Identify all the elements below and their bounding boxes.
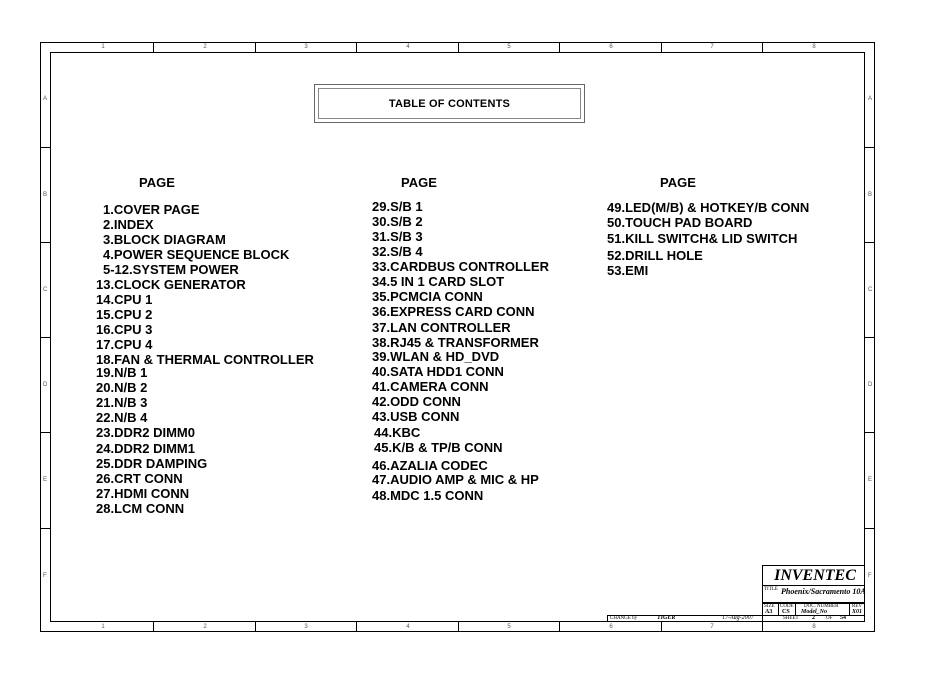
title-label: TITLE (764, 587, 778, 592)
drawing-title: Phoenix/Sacramento 10A (781, 587, 866, 596)
zone-divider (458, 622, 459, 632)
toc-item: 29.S/B 1 (372, 199, 423, 214)
zone-divider (356, 42, 357, 52)
zone-divider (40, 528, 50, 529)
zone-divider (559, 622, 560, 632)
sheet-value: 2 (812, 615, 815, 621)
of-label: OF (826, 616, 833, 621)
toc-item: 50.TOUCH PAD BOARD (607, 215, 753, 230)
zone-letter: F (868, 573, 872, 579)
toc-item: 44.KBC (374, 425, 421, 440)
zone-number: 2 (203, 44, 207, 50)
zone-divider (559, 42, 560, 52)
zone-number: 2 (203, 624, 207, 630)
toc-item: 26.CRT CONN (96, 471, 183, 486)
zone-number: 3 (304, 624, 308, 630)
toc-item: 18.FAN & THERMAL CONTROLLER (96, 352, 314, 367)
toc-title-box (314, 84, 585, 123)
toc-item: 23.DDR2 DIMM0 (96, 425, 195, 440)
zone-divider (865, 147, 875, 148)
toc-item: 49.LED(M/B) & HOTKEY/B CONN (607, 200, 810, 215)
zone-letter: D (868, 382, 873, 388)
zone-divider (40, 242, 50, 243)
toc-item: 34.5 IN 1 CARD SLOT (372, 274, 505, 289)
zone-divider (458, 42, 459, 52)
toc-item: 36.EXPRESS CARD CONN (372, 304, 535, 319)
zone-letter: E (43, 477, 48, 483)
code-value: CS (782, 609, 790, 615)
zone-divider (865, 242, 875, 243)
toc-item: 51.KILL SWITCH& LID SWITCH (607, 231, 798, 246)
zone-letter: D (43, 382, 48, 388)
toc-item: 17.CPU 4 (96, 337, 153, 352)
zone-divider (762, 622, 763, 632)
toc-item: 37.LAN CONTROLLER (372, 320, 511, 335)
zone-divider (40, 432, 50, 433)
zone-number: 5 (507, 624, 511, 630)
zone-number: 7 (710, 44, 714, 50)
column-heading: PAGE (401, 175, 437, 190)
toc-item: 47.AUDIO AMP & MIC & HP (372, 472, 539, 487)
toc-item: 32.S/B 4 (372, 244, 423, 259)
zone-number: 3 (304, 44, 308, 50)
zone-number: 1 (101, 44, 105, 50)
toc-item: 31.S/B 3 (372, 229, 423, 244)
cell-divider (849, 603, 850, 615)
zone-number: 5 (507, 44, 511, 50)
zone-divider (356, 622, 357, 632)
toc-item: 42.ODD CONN (372, 394, 461, 409)
toc-item: 19.N/B 1 (96, 365, 148, 380)
toc-title-inner-box (318, 88, 581, 119)
toc-item: 15.CPU 2 (96, 307, 153, 322)
toc-item: 28.LCM CONN (96, 501, 185, 516)
toc-item: 45.K/B & TP/B CONN (374, 440, 503, 455)
toc-item: 16.CPU 3 (96, 322, 153, 337)
zone-number: 7 (710, 624, 714, 630)
toc-item: 52.DRILL HOLE (607, 248, 703, 263)
zone-divider (153, 42, 154, 52)
rev-label: REV (852, 604, 862, 609)
zone-number: 6 (609, 624, 613, 630)
code-label: CODE (780, 604, 794, 609)
toc-item: 21.N/B 3 (96, 395, 148, 410)
toc-item: 43.USB CONN (372, 409, 460, 424)
zone-divider (40, 147, 50, 148)
column-heading: PAGE (139, 175, 175, 190)
zone-divider (661, 42, 662, 52)
toc-item: 53.EMI (607, 263, 649, 278)
zone-divider (762, 42, 763, 52)
toc-item: 30.S/B 2 (372, 214, 423, 229)
zone-letter: B (868, 192, 873, 198)
toc-item: 24.DDR2 DIMM1 (96, 441, 195, 456)
toc-item: 39.WLAN & HD_DVD (372, 349, 500, 364)
toc-item: 22.N/B 4 (96, 410, 148, 425)
zone-divider (661, 622, 662, 632)
zone-number: 4 (406, 624, 410, 630)
toc-item: 4.POWER SEQUENCE BLOCK (103, 247, 290, 262)
zone-number: 4 (406, 44, 410, 50)
zone-divider (153, 622, 154, 632)
column-heading: PAGE (660, 175, 696, 190)
zone-divider (865, 432, 875, 433)
toc-item: 14.CPU 1 (96, 292, 153, 307)
toc-item: 35.PCMCIA CONN (372, 289, 483, 304)
zone-divider (865, 528, 875, 529)
toc-item: 1.COVER PAGE (103, 202, 200, 217)
toc-item: 40.SATA HDD1 CONN (372, 364, 504, 379)
zone-divider (865, 337, 875, 338)
toc-item: 41.CAMERA CONN (372, 379, 489, 394)
toc-item: 27.HDMI CONN (96, 486, 190, 501)
zone-number: 8 (812, 44, 816, 50)
zone-letter: A (868, 96, 873, 102)
toc-item: 48.MDC 1.5 CONN (372, 488, 484, 503)
zone-letter: E (868, 477, 873, 483)
toc-item: 13.CLOCK GENERATOR (96, 277, 246, 292)
of-value: 54 (840, 615, 846, 621)
zone-number: 1 (101, 624, 105, 630)
rev-value: X01 (852, 609, 863, 615)
cell-divider (778, 603, 779, 615)
size-label: SIZE (764, 604, 775, 609)
toc-item: 20.N/B 2 (96, 380, 148, 395)
zone-letter: C (868, 287, 873, 293)
cell-divider (795, 603, 796, 615)
toc-item: 5-12.SYSTEM POWER (103, 262, 239, 277)
toc-item: 38.RJ45 & TRANSFORMER (372, 335, 539, 350)
size-value: A3 (765, 609, 773, 615)
zone-letter: A (43, 96, 48, 102)
zone-divider (40, 337, 50, 338)
toc-item: 46.AZALIA CODEC (372, 458, 488, 473)
zone-letter: F (43, 573, 47, 579)
zone-letter: B (43, 192, 48, 198)
change-date: 17-Aug-2007 (722, 615, 754, 621)
zone-divider (255, 622, 256, 632)
sheet-label: SHEET (783, 616, 799, 621)
doc-number-value: Model_No (801, 609, 827, 615)
change-by-label: CHANGE by (610, 616, 638, 621)
toc-item: 3.BLOCK DIAGRAM (103, 232, 226, 247)
zone-divider (255, 42, 256, 52)
toc-item: 2.INDEX (103, 217, 154, 232)
zone-number: 6 (609, 44, 613, 50)
change-by-value: TIGER (657, 615, 676, 621)
zone-letter: C (43, 287, 48, 293)
zone-number: 8 (812, 624, 816, 630)
toc-title: TABLE OF CONTENTS (388, 97, 511, 110)
doc-number-label: DOC. NUMBER (804, 604, 839, 609)
toc-item: 25.DDR DAMPING (96, 456, 208, 471)
company-name: INVENTEC (774, 567, 856, 584)
toc-item: 33.CARDBUS CONTROLLER (372, 259, 549, 274)
